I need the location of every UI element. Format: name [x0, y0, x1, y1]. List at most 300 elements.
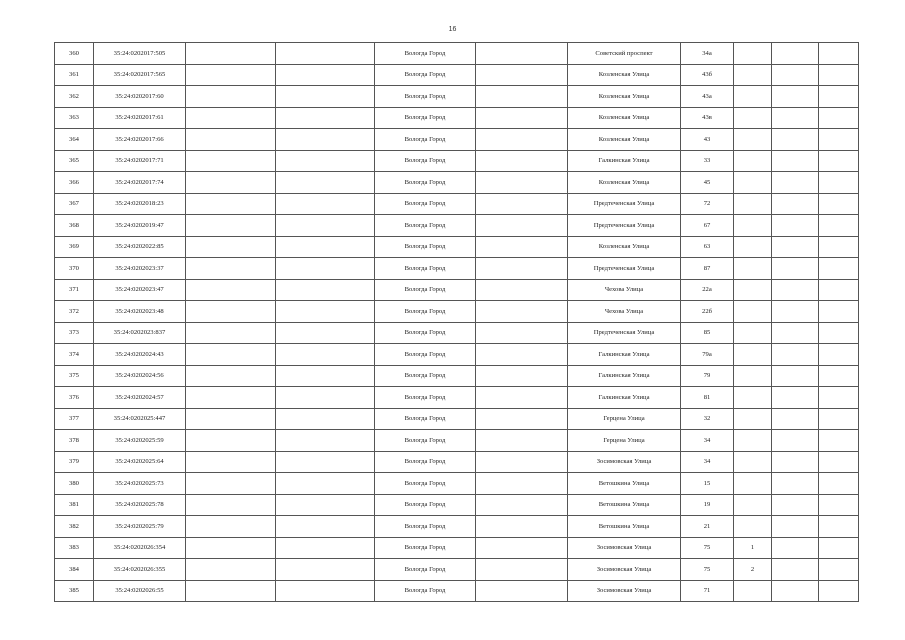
empty-cell — [276, 279, 375, 301]
cadastral-number-cell: 35:24:0202025:447 — [94, 408, 186, 430]
apartment-cell — [734, 387, 772, 409]
empty-cell — [186, 279, 276, 301]
table-row — [55, 172, 859, 194]
empty-cell — [476, 408, 568, 430]
empty-cell — [819, 236, 859, 258]
empty-cell — [186, 516, 276, 538]
empty-cell — [276, 516, 375, 538]
empty-cell — [476, 86, 568, 108]
empty-cell — [772, 258, 819, 280]
empty-cell — [276, 86, 375, 108]
empty-cell — [276, 322, 375, 344]
empty-cell — [476, 473, 568, 495]
empty-cell — [819, 473, 859, 495]
locality-cell: Вологда Город — [375, 559, 476, 581]
street-cell: Зосимовская Улица — [568, 559, 681, 581]
empty-cell — [772, 430, 819, 452]
apartment-cell — [734, 365, 772, 387]
empty-cell — [476, 172, 568, 194]
empty-cell — [819, 172, 859, 194]
empty-cell — [186, 129, 276, 151]
cadastral-number-cell: 35:24:0202025:64 — [94, 451, 186, 473]
apartment-cell — [734, 494, 772, 516]
empty-cell — [819, 537, 859, 559]
house-number-cell: 21 — [681, 516, 734, 538]
street-cell: Предтеченская Улица — [568, 193, 681, 215]
house-number-cell: 34 — [681, 451, 734, 473]
locality-cell: Вологда Город — [375, 64, 476, 86]
empty-cell — [476, 193, 568, 215]
empty-cell — [476, 322, 568, 344]
empty-cell — [276, 64, 375, 86]
row-number-cell: 377 — [55, 408, 94, 430]
empty-cell — [819, 516, 859, 538]
empty-cell — [186, 215, 276, 237]
apartment-cell — [734, 473, 772, 495]
empty-cell — [819, 301, 859, 323]
table-row — [55, 215, 859, 237]
empty-cell — [772, 86, 819, 108]
house-number-cell: 63 — [681, 236, 734, 258]
empty-cell — [186, 387, 276, 409]
street-cell: Ветошкина Улица — [568, 494, 681, 516]
empty-cell — [819, 258, 859, 280]
apartment-cell — [734, 193, 772, 215]
empty-cell — [819, 430, 859, 452]
house-number-cell: 32 — [681, 408, 734, 430]
cadastral-number-cell: 35:24:0202023:37 — [94, 258, 186, 280]
table-row — [55, 43, 859, 65]
empty-cell — [476, 516, 568, 538]
cadastral-number-cell: 35:24:0202025:79 — [94, 516, 186, 538]
empty-cell — [476, 279, 568, 301]
empty-cell — [772, 344, 819, 366]
empty-cell — [772, 301, 819, 323]
locality-cell: Вологда Город — [375, 473, 476, 495]
empty-cell — [186, 344, 276, 366]
row-number-cell: 375 — [55, 365, 94, 387]
empty-cell — [772, 516, 819, 538]
empty-cell — [276, 344, 375, 366]
cadastral-number-cell: 35:24:0202017:60 — [94, 86, 186, 108]
row-number-cell: 365 — [55, 150, 94, 172]
cadastral-number-cell: 35:24:0202023:47 — [94, 279, 186, 301]
street-cell: Козленская Улица — [568, 86, 681, 108]
table-row — [55, 258, 859, 280]
street-cell: Чехова Улица — [568, 279, 681, 301]
street-cell: Галкинская Улица — [568, 387, 681, 409]
empty-cell — [819, 451, 859, 473]
cadastral-number-cell: 35:24:0202017:71 — [94, 150, 186, 172]
locality-cell: Вологда Город — [375, 344, 476, 366]
empty-cell — [476, 236, 568, 258]
row-number-cell: 382 — [55, 516, 94, 538]
empty-cell — [772, 494, 819, 516]
empty-cell — [772, 215, 819, 237]
street-cell: Предтеченская Улица — [568, 258, 681, 280]
empty-cell — [476, 580, 568, 602]
empty-cell — [186, 365, 276, 387]
locality-cell: Вологда Город — [375, 129, 476, 151]
apartment-cell — [734, 64, 772, 86]
locality-cell: Вологда Город — [375, 322, 476, 344]
empty-cell — [276, 193, 375, 215]
row-number-cell: 379 — [55, 451, 94, 473]
street-cell: Предтеченская Улица — [568, 215, 681, 237]
house-number-cell: 67 — [681, 215, 734, 237]
registry-table — [54, 42, 859, 602]
empty-cell — [276, 43, 375, 65]
table-row — [55, 193, 859, 215]
house-number-cell: 85 — [681, 322, 734, 344]
locality-cell: Вологда Город — [375, 258, 476, 280]
empty-cell — [819, 215, 859, 237]
apartment-cell — [734, 580, 772, 602]
empty-cell — [186, 236, 276, 258]
house-number-cell: 15 — [681, 473, 734, 495]
house-number-cell: 43 — [681, 129, 734, 151]
street-cell: Галкинская Улица — [568, 150, 681, 172]
row-number-cell: 367 — [55, 193, 94, 215]
house-number-cell: 34а — [681, 43, 734, 65]
empty-cell — [819, 494, 859, 516]
house-number-cell: 75 — [681, 537, 734, 559]
empty-cell — [276, 129, 375, 151]
locality-cell: Вологда Город — [375, 451, 476, 473]
table-row — [55, 430, 859, 452]
empty-cell — [476, 494, 568, 516]
cadastral-number-cell: 35:24:0202024:57 — [94, 387, 186, 409]
locality-cell: Вологда Город — [375, 43, 476, 65]
empty-cell — [819, 365, 859, 387]
cadastral-number-cell: 35:24:0202022:85 — [94, 236, 186, 258]
row-number-cell: 362 — [55, 86, 94, 108]
house-number-cell: 19 — [681, 494, 734, 516]
empty-cell — [186, 301, 276, 323]
locality-cell: Вологда Город — [375, 86, 476, 108]
cadastral-number-cell: 35:24:0202023:48 — [94, 301, 186, 323]
empty-cell — [819, 150, 859, 172]
house-number-cell: 43а — [681, 86, 734, 108]
empty-cell — [772, 322, 819, 344]
row-number-cell: 368 — [55, 215, 94, 237]
street-cell: Галкинская Улица — [568, 365, 681, 387]
cadastral-number-cell: 35:24:0202026:355 — [94, 559, 186, 581]
cadastral-number-cell: 35:24:0202025:73 — [94, 473, 186, 495]
apartment-cell — [734, 43, 772, 65]
locality-cell: Вологда Город — [375, 408, 476, 430]
table-row — [55, 301, 859, 323]
table-row — [55, 387, 859, 409]
table-row — [55, 365, 859, 387]
locality-cell: Вологда Город — [375, 107, 476, 129]
locality-cell: Вологда Город — [375, 430, 476, 452]
row-number-cell: 361 — [55, 64, 94, 86]
empty-cell — [819, 322, 859, 344]
locality-cell: Вологда Город — [375, 494, 476, 516]
row-number-cell: 381 — [55, 494, 94, 516]
table-row — [55, 344, 859, 366]
street-cell: Зосимовская Улица — [568, 537, 681, 559]
empty-cell — [476, 301, 568, 323]
apartment-cell — [734, 344, 772, 366]
registry-table-body — [55, 43, 859, 602]
empty-cell — [819, 107, 859, 129]
empty-cell — [772, 129, 819, 151]
table-row — [55, 279, 859, 301]
empty-cell — [276, 494, 375, 516]
row-number-cell: 366 — [55, 172, 94, 194]
empty-cell — [476, 430, 568, 452]
empty-cell — [276, 387, 375, 409]
empty-cell — [186, 580, 276, 602]
empty-cell — [476, 258, 568, 280]
row-number-cell: 370 — [55, 258, 94, 280]
empty-cell — [186, 559, 276, 581]
street-cell: Ветошкина Улица — [568, 516, 681, 538]
street-cell: Зосимовская Улица — [568, 580, 681, 602]
locality-cell: Вологда Город — [375, 537, 476, 559]
row-number-cell: 376 — [55, 387, 94, 409]
empty-cell — [772, 537, 819, 559]
empty-cell — [772, 580, 819, 602]
table-row — [55, 236, 859, 258]
house-number-cell: 43б — [681, 64, 734, 86]
apartment-cell — [734, 150, 772, 172]
table-row — [55, 150, 859, 172]
empty-cell — [476, 537, 568, 559]
empty-cell — [186, 451, 276, 473]
row-number-cell: 385 — [55, 580, 94, 602]
empty-cell — [819, 279, 859, 301]
empty-cell — [819, 408, 859, 430]
empty-cell — [476, 559, 568, 581]
cadastral-number-cell: 35:24:0202017:66 — [94, 129, 186, 151]
row-number-cell: 383 — [55, 537, 94, 559]
table-row — [55, 86, 859, 108]
empty-cell — [276, 473, 375, 495]
empty-cell — [276, 236, 375, 258]
cadastral-number-cell: 35:24:0202024:56 — [94, 365, 186, 387]
empty-cell — [819, 64, 859, 86]
street-cell: Чехова Улица — [568, 301, 681, 323]
cadastral-number-cell: 35:24:0202024:43 — [94, 344, 186, 366]
empty-cell — [772, 408, 819, 430]
row-number-cell: 369 — [55, 236, 94, 258]
empty-cell — [772, 172, 819, 194]
empty-cell — [276, 537, 375, 559]
table-row — [55, 473, 859, 495]
row-number-cell: 363 — [55, 107, 94, 129]
locality-cell: Вологда Город — [375, 279, 476, 301]
house-number-cell: 87 — [681, 258, 734, 280]
cadastral-number-cell: 35:24:0202018:23 — [94, 193, 186, 215]
house-number-cell: 34 — [681, 430, 734, 452]
street-cell: Советский проспект — [568, 43, 681, 65]
street-cell: Козленская Улица — [568, 236, 681, 258]
house-number-cell: 72 — [681, 193, 734, 215]
locality-cell: Вологда Город — [375, 365, 476, 387]
empty-cell — [476, 365, 568, 387]
cadastral-number-cell: 35:24:0202026:354 — [94, 537, 186, 559]
empty-cell — [772, 451, 819, 473]
cadastral-number-cell: 35:24:0202019:47 — [94, 215, 186, 237]
apartment-cell — [734, 86, 772, 108]
empty-cell — [819, 387, 859, 409]
street-cell: Галкинская Улица — [568, 344, 681, 366]
house-number-cell: 22б — [681, 301, 734, 323]
empty-cell — [819, 129, 859, 151]
empty-cell — [276, 215, 375, 237]
cadastral-number-cell: 35:24:0202025:78 — [94, 494, 186, 516]
house-number-cell: 33 — [681, 150, 734, 172]
empty-cell — [186, 172, 276, 194]
empty-cell — [186, 473, 276, 495]
locality-cell: Вологда Город — [375, 193, 476, 215]
empty-cell — [819, 344, 859, 366]
empty-cell — [276, 258, 375, 280]
street-cell: Козленская Улица — [568, 129, 681, 151]
cadastral-number-cell: 35:24:0202025:59 — [94, 430, 186, 452]
apartment-cell — [734, 107, 772, 129]
table-row — [55, 559, 859, 581]
locality-cell: Вологда Город — [375, 172, 476, 194]
apartment-cell — [734, 408, 772, 430]
empty-cell — [276, 580, 375, 602]
house-number-cell: 43в — [681, 107, 734, 129]
table-row — [55, 64, 859, 86]
empty-cell — [819, 43, 859, 65]
empty-cell — [276, 365, 375, 387]
row-number-cell: 371 — [55, 279, 94, 301]
empty-cell — [772, 193, 819, 215]
street-cell: Зосимовская Улица — [568, 451, 681, 473]
house-number-cell: 79а — [681, 344, 734, 366]
empty-cell — [276, 172, 375, 194]
empty-cell — [476, 344, 568, 366]
locality-cell: Вологда Город — [375, 516, 476, 538]
empty-cell — [186, 258, 276, 280]
empty-cell — [772, 473, 819, 495]
locality-cell: Вологда Город — [375, 236, 476, 258]
apartment-cell — [734, 451, 772, 473]
apartment-cell — [734, 236, 772, 258]
street-cell: Ветошкина Улица — [568, 473, 681, 495]
empty-cell — [186, 64, 276, 86]
empty-cell — [476, 43, 568, 65]
row-number-cell: 360 — [55, 43, 94, 65]
table-row — [55, 537, 859, 559]
street-cell: Герцена Улица — [568, 430, 681, 452]
apartment-cell — [734, 430, 772, 452]
row-number-cell: 380 — [55, 473, 94, 495]
apartment-cell — [734, 516, 772, 538]
empty-cell — [476, 64, 568, 86]
empty-cell — [476, 451, 568, 473]
house-number-cell: 75 — [681, 559, 734, 581]
empty-cell — [772, 236, 819, 258]
empty-cell — [819, 559, 859, 581]
table-row — [55, 322, 859, 344]
empty-cell — [819, 580, 859, 602]
apartment-cell — [734, 322, 772, 344]
table-row — [55, 408, 859, 430]
apartment-cell — [734, 258, 772, 280]
street-cell: Предтеченская Улица — [568, 322, 681, 344]
empty-cell — [276, 559, 375, 581]
row-number-cell: 364 — [55, 129, 94, 151]
empty-cell — [476, 150, 568, 172]
table-row — [55, 451, 859, 473]
empty-cell — [186, 193, 276, 215]
empty-cell — [276, 408, 375, 430]
row-number-cell: 378 — [55, 430, 94, 452]
empty-cell — [186, 537, 276, 559]
street-cell: Герцена Улица — [568, 408, 681, 430]
empty-cell — [276, 150, 375, 172]
table-row — [55, 494, 859, 516]
empty-cell — [276, 107, 375, 129]
empty-cell — [186, 494, 276, 516]
locality-cell: Вологда Город — [375, 387, 476, 409]
table-row — [55, 580, 859, 602]
apartment-cell — [734, 129, 772, 151]
empty-cell — [186, 86, 276, 108]
row-number-cell: 372 — [55, 301, 94, 323]
house-number-cell: 71 — [681, 580, 734, 602]
empty-cell — [772, 43, 819, 65]
empty-cell — [819, 193, 859, 215]
apartment-cell: 1 — [734, 537, 772, 559]
cadastral-number-cell: 35:24:0202017:505 — [94, 43, 186, 65]
house-number-cell: 81 — [681, 387, 734, 409]
cadastral-number-cell: 35:24:0202017:565 — [94, 64, 186, 86]
empty-cell — [186, 322, 276, 344]
empty-cell — [186, 150, 276, 172]
table-row — [55, 516, 859, 538]
locality-cell: Вологда Город — [375, 150, 476, 172]
apartment-cell — [734, 172, 772, 194]
empty-cell — [476, 215, 568, 237]
apartment-cell: 2 — [734, 559, 772, 581]
empty-cell — [476, 129, 568, 151]
empty-cell — [276, 430, 375, 452]
locality-cell: Вологда Город — [375, 215, 476, 237]
empty-cell — [772, 107, 819, 129]
empty-cell — [476, 387, 568, 409]
empty-cell — [772, 387, 819, 409]
row-number-cell: 384 — [55, 559, 94, 581]
row-number-cell: 373 — [55, 322, 94, 344]
table-row — [55, 129, 859, 151]
empty-cell — [276, 301, 375, 323]
locality-cell: Вологда Город — [375, 301, 476, 323]
house-number-cell: 45 — [681, 172, 734, 194]
empty-cell — [276, 451, 375, 473]
street-cell: Козленская Улица — [568, 172, 681, 194]
cadastral-number-cell: 35:24:0202017:61 — [94, 107, 186, 129]
page-number: 16 — [448, 26, 457, 33]
table-row — [55, 107, 859, 129]
apartment-cell — [734, 301, 772, 323]
cadastral-number-cell: 35:24:0202023:837 — [94, 322, 186, 344]
street-cell: Козленская Улица — [568, 107, 681, 129]
empty-cell — [819, 86, 859, 108]
empty-cell — [772, 150, 819, 172]
empty-cell — [772, 559, 819, 581]
empty-cell — [772, 64, 819, 86]
apartment-cell — [734, 215, 772, 237]
